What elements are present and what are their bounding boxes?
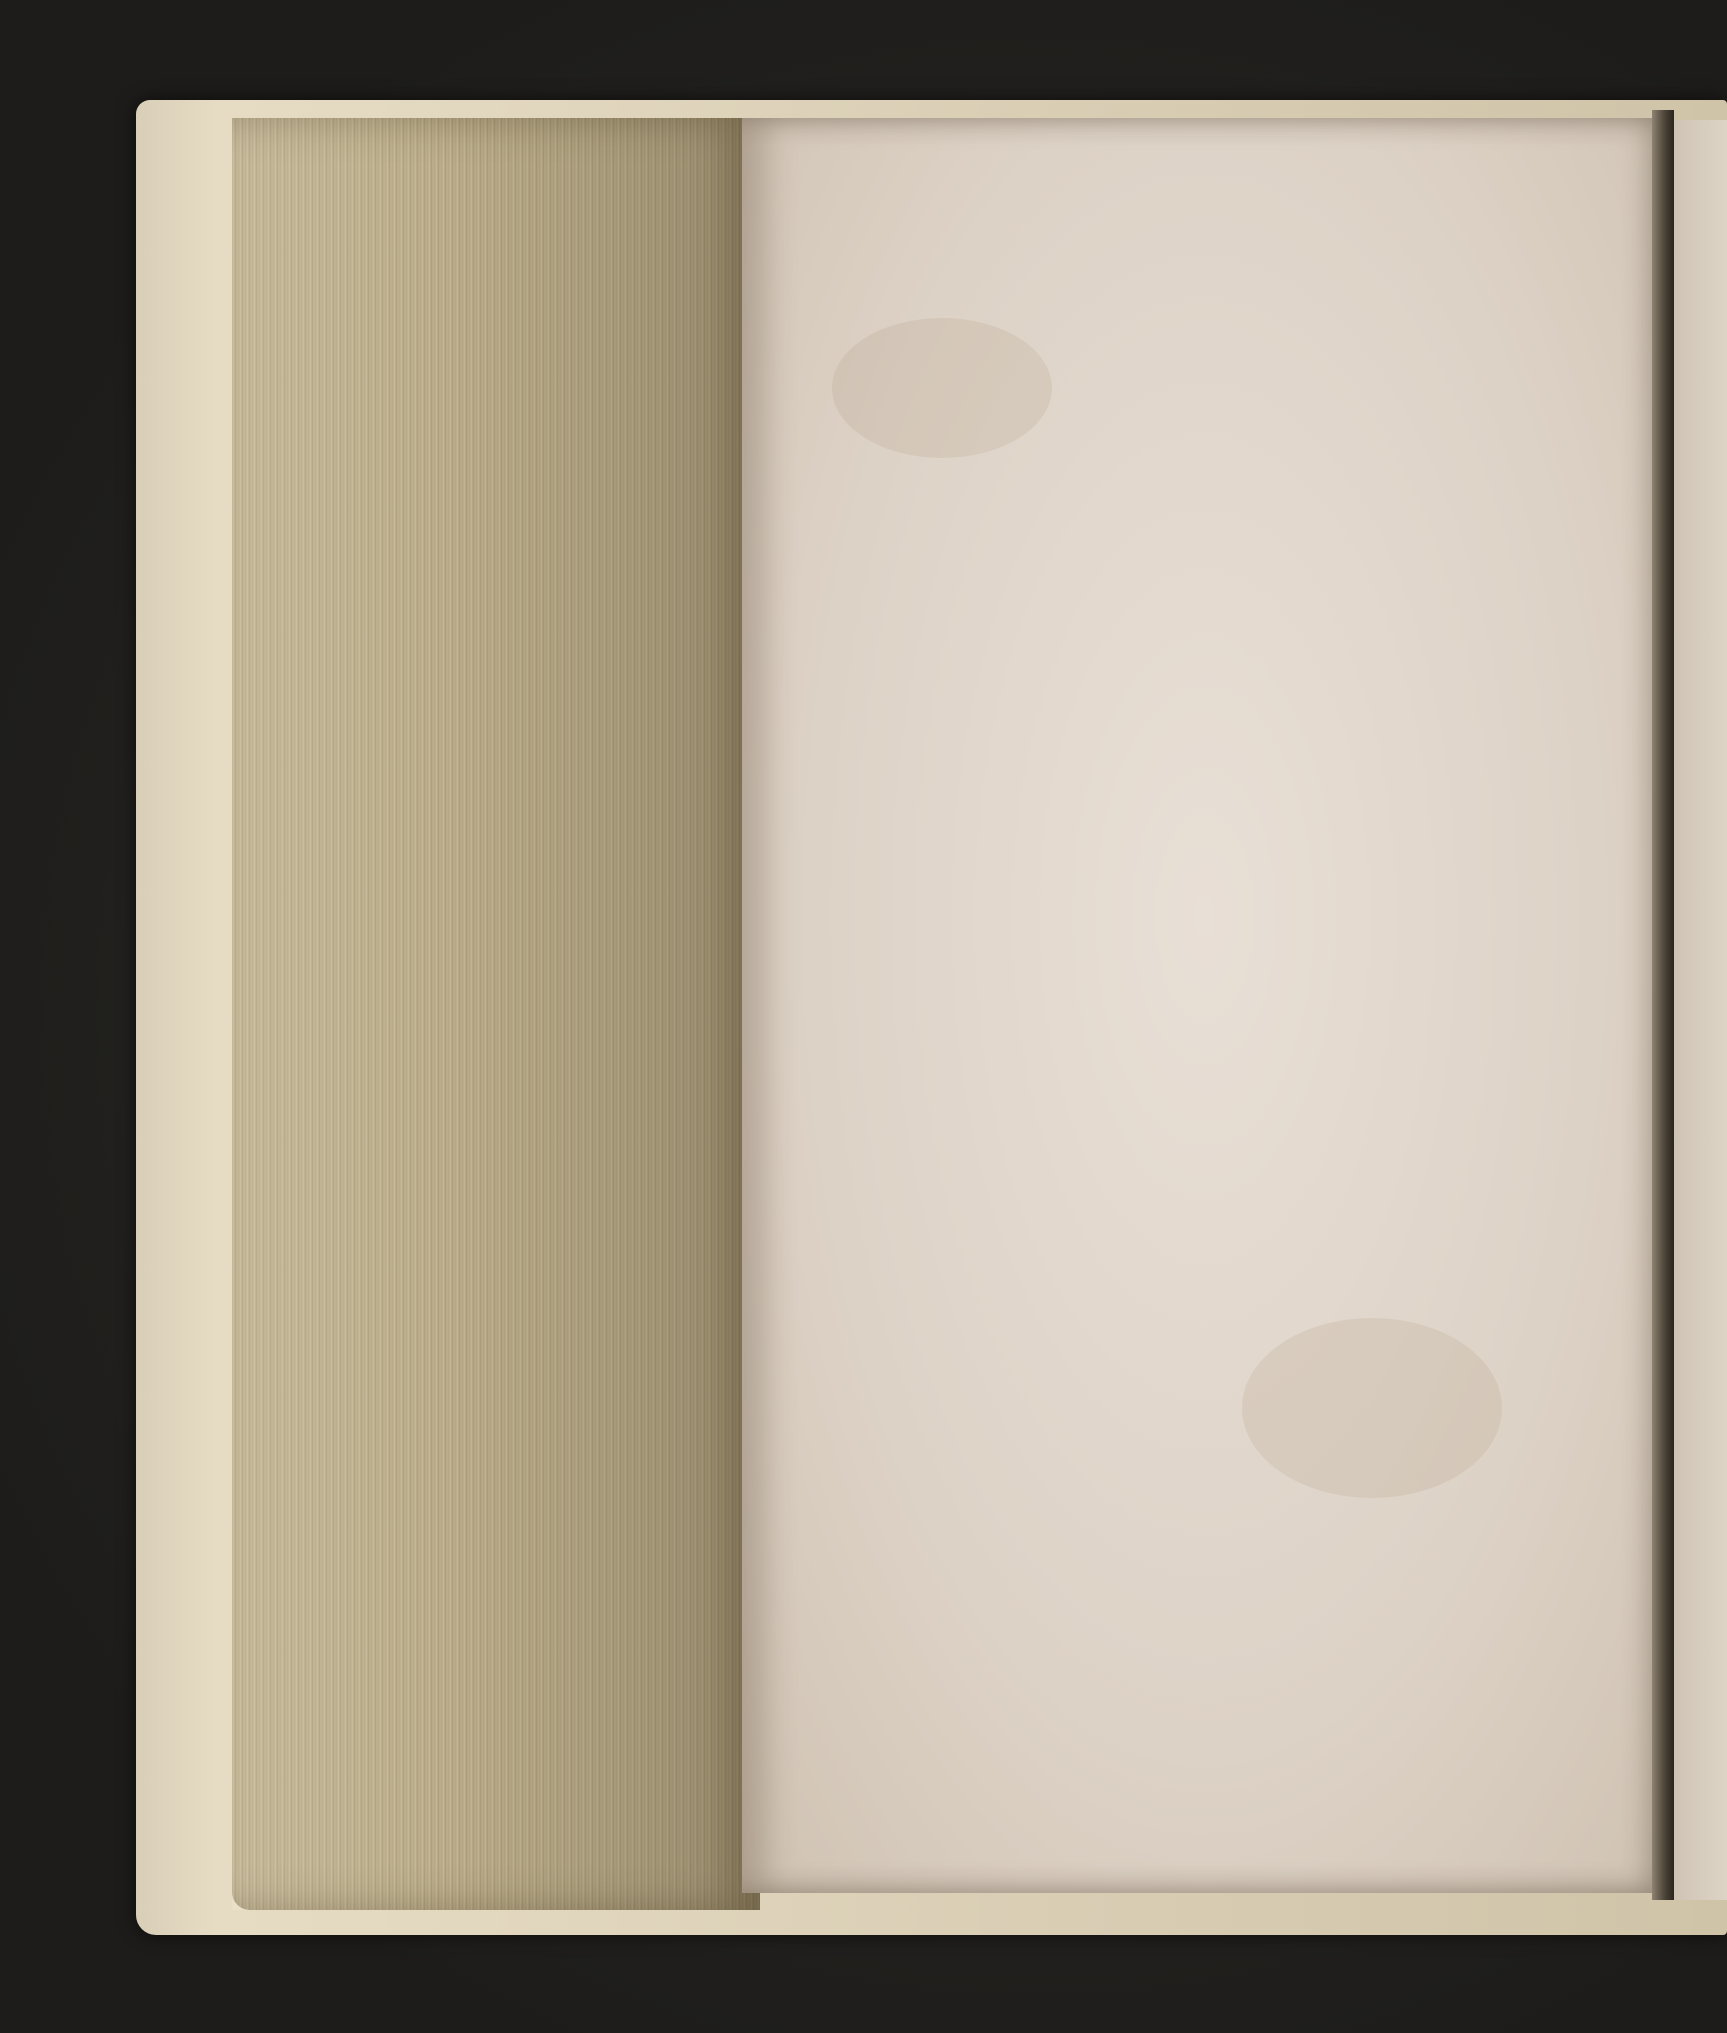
facing-page-fragment [1674,120,1727,1900]
book-gutter [1652,110,1674,1900]
page-block-edge [232,118,760,1910]
book-page [742,118,1667,1893]
page-stain [1242,1318,1502,1498]
page-stain [832,318,1052,458]
